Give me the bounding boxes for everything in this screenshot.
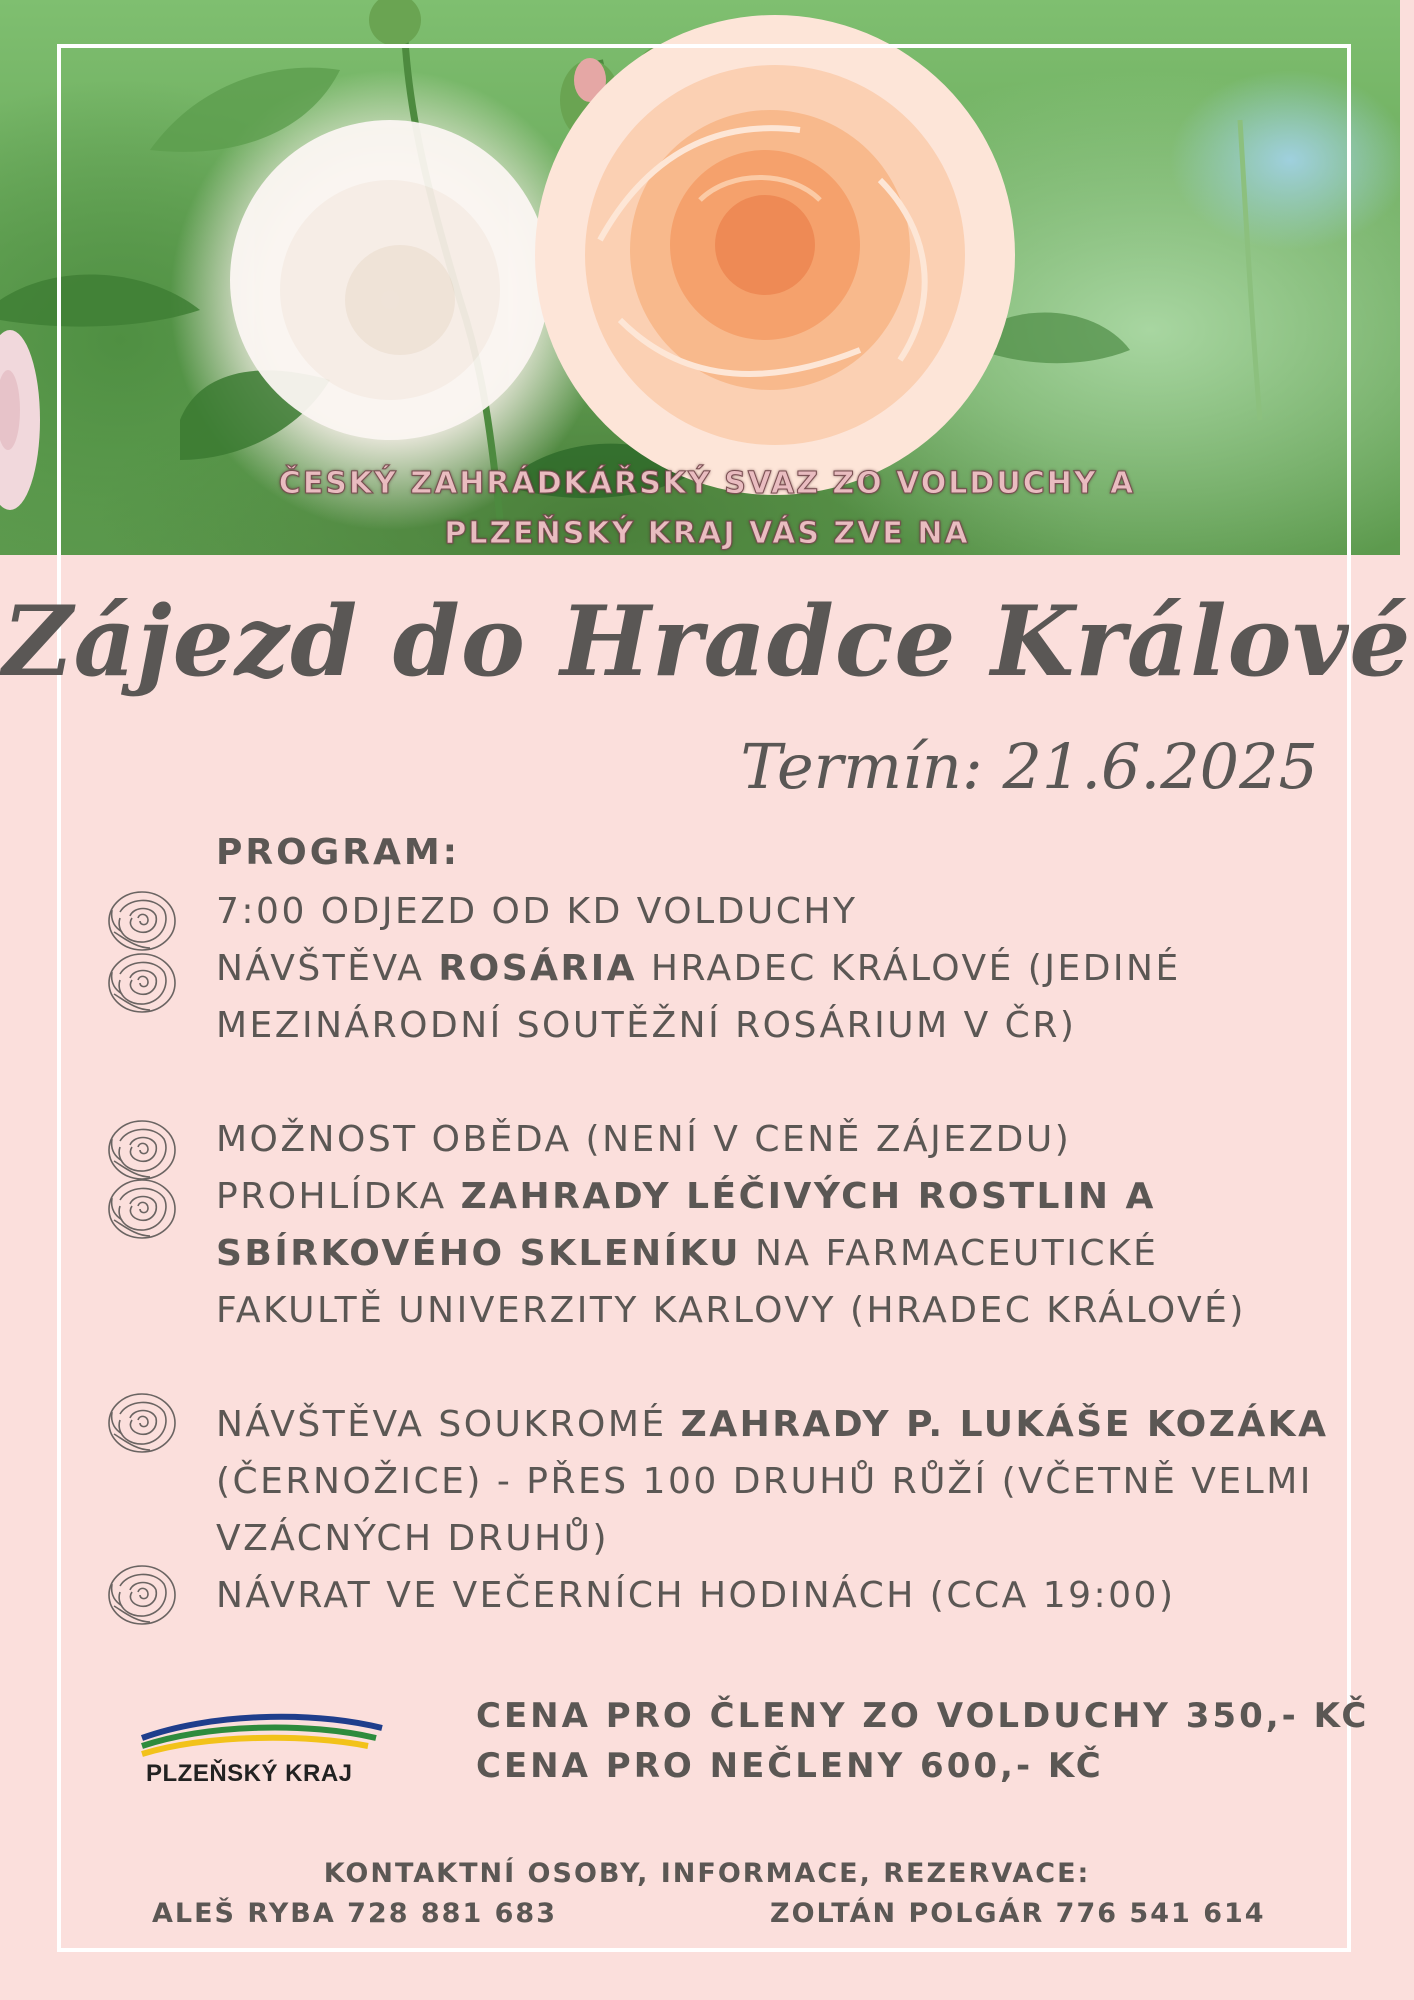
rose-icon bbox=[106, 1117, 178, 1183]
price-non-members: CENA PRO NEČLENY 600,- KČ bbox=[476, 1746, 1104, 1786]
program-item-garden-tour: PROHLÍDKA ZAHRADY LÉČIVÝCH ROSTLIN A SBÍRKOVÉHO SKLENÍKU NA FARMACEUTICKÉ FAKULTĚ UNIVERZITY KARLOVY (HRADEC KRÁLOVÉ) bbox=[216, 1176, 1246, 1331]
rose-icon bbox=[106, 888, 178, 954]
hero-photo-roses bbox=[0, 0, 1400, 555]
rose-icon bbox=[106, 1562, 178, 1628]
program-item-private-garden: NÁVŠTĚVA SOUKROMÉ ZAHRADY P. LUKÁŠE KOZÁKA (ČERNOŽICE) - PŘES 100 DRUHŮ RŮŽÍ (VČETNĚ VELMI VZÁCNÝCH DRUHŮ) bbox=[216, 1404, 1329, 1559]
program-item-lunch: MOŽNOST OBĚDA (NENÍ V CENĚ ZÁJEZDU) bbox=[216, 1119, 1072, 1160]
logo-wordmark: PLZEŇSKÝ KRAJ bbox=[146, 1760, 353, 1787]
program-item-return: NÁVRAT VE VEČERNÍCH HODINÁCH (CCA 19:00) bbox=[216, 1575, 1176, 1616]
rose-icon bbox=[106, 950, 178, 1016]
contact-person-1: ALEŠ RYBA 728 881 683 bbox=[152, 1898, 558, 1929]
price-members: CENA PRO ČLENY ZO VOLDUCHY 350,- KČ bbox=[476, 1696, 1370, 1736]
invitation-line-1: ČESKÝ ZAHRÁDKÁŘSKÝ SVAZ ZO VOLDUCHY A bbox=[278, 466, 1136, 501]
invitation-line-2: PLZEŇSKÝ KRAJ VÁS ZVE NA bbox=[444, 516, 970, 551]
event-date: Termín: 21.6.2025 bbox=[740, 730, 1318, 803]
contacts-heading: KONTAKTNÍ OSOBY, INFORMACE, REZERVACE: bbox=[323, 1858, 1091, 1889]
rose-icon bbox=[106, 1390, 178, 1456]
program-heading: PROGRAM: bbox=[216, 832, 461, 873]
contact-person-2: ZOLTÁN POLGÁR 776 541 614 bbox=[770, 1898, 1266, 1929]
program-item-departure: 7:00 ODJEZD OD KD VOLDUCHY bbox=[216, 891, 858, 932]
program-item-rosarium: NÁVŠTĚVA ROSÁRIA HRADEC KRÁLOVÉ (JEDINÉ MEZINÁRODNÍ SOUTĚŽNÍ ROSÁRIUM V ČR) bbox=[216, 948, 1181, 1046]
event-title: Zájezd do Hradce Králové bbox=[2, 585, 1412, 698]
rose-icon bbox=[106, 1176, 178, 1242]
